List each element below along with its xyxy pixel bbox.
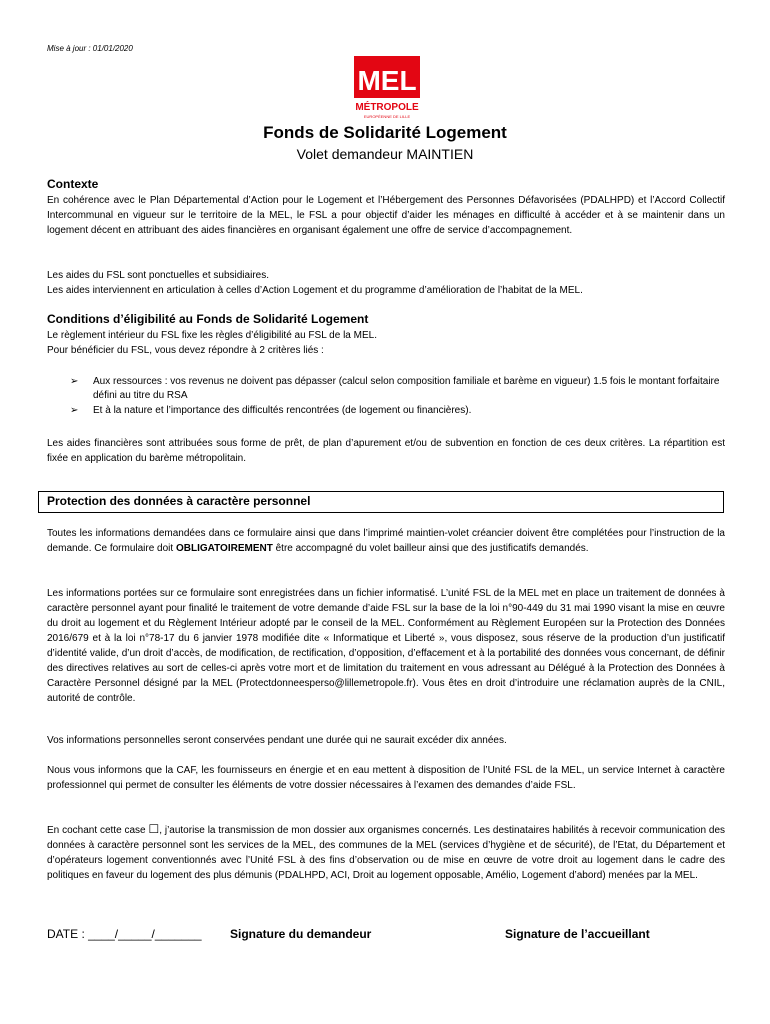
criteria-text: Et à la nature et l’importance des difficultés rencontrées (de logement ou financières). bbox=[93, 405, 472, 416]
page-title: Fonds de Solidarité Logement bbox=[263, 123, 507, 142]
protection-heading: Protection des données à caractère personnel bbox=[47, 494, 311, 508]
conditions-line-1: Le règlement intérieur du FSL fixe les règles d’éligibilité au FSL de la MEL. bbox=[47, 330, 377, 341]
logo-sub-text: MÉTROPOLE bbox=[355, 102, 419, 113]
protection-p1-text: Toutes les informations demandées dans ce formulaire ainsi que dans l’imprimé maintien-volet créancier doivent être complétées pour l’instruction de la demande. Ce formulaire doit bbox=[47, 528, 725, 554]
criteria-bullet-1 bbox=[70, 375, 725, 403]
page-subtitle: Volet demandeur MAINTIEN bbox=[296, 146, 474, 162]
protection-paragraph-1 bbox=[47, 526, 725, 556]
contexte-paragraph-2b: Les aides interviennent en articulation à celles d’Action Logement et du programme d’amélioration de l’habitat de la MEL. bbox=[47, 285, 583, 296]
protection-paragraph-3: Vos informations personnelles seront conservées pendant une durée qui ne saurait excéder dix années. bbox=[47, 735, 507, 746]
protection-heading-box bbox=[38, 491, 724, 513]
conditions-line-2: Pour bénéficier du FSL, vous devez répondre à 2 critères liés : bbox=[47, 345, 324, 356]
consent-text-start: En cochant cette case bbox=[47, 825, 149, 836]
criteria-bullet-2 bbox=[70, 404, 725, 418]
signature-demandeur-label: Signature du demandeur bbox=[230, 927, 372, 941]
protection-paragraph-5 bbox=[47, 822, 725, 883]
signature-accueillant-label: Signature de l’accueillant bbox=[505, 927, 650, 941]
contexte-heading: Contexte bbox=[47, 177, 99, 191]
arrow-bullet-icon: ➢ bbox=[70, 376, 79, 387]
criteria-text: Aux ressources : vos revenus ne doivent pas dépasser (calcul selon composition familiale et barème en vigueur) 1.5 fois le montant forfaitaire défini au titre du RSA bbox=[93, 376, 720, 401]
date-field[interactable]: DATE : ____/_____/_______ bbox=[47, 927, 202, 941]
consent-text: , j’autorise la transmission de mon dossier aux organismes concernés. Les destinataires habilités à recevoir communication des données à caractère personnel sont les services de la MEL, des communes de la MEL (services d’hygiène et de sécurité), de l’Etat, du Département et d’opérateurs logement conventionnés avec l’Unité FSL à des fins d’observation ou de mise en œuvre de votre droit au logement dans le cadre des politiques en faveur du logement des plus démunis (PDALHPD, ACI, Droit au logement opposable, Amélio, Logement d’abord) menées par la MEL. bbox=[47, 825, 726, 881]
conditions-paragraph-3: Les aides financières sont attribuées sous forme de prêt, de plan d’apurement et/ou de subvention en fonction de ces deux critères. La répartition est fixée en application du barème métropolitain. bbox=[47, 438, 725, 464]
contexte-paragraph-2a: Les aides du FSL sont ponctuelles et subsidiaires. bbox=[47, 270, 269, 281]
protection-paragraph-2: Les informations portées sur ce formulaire sont enregistrées dans un fichier informatisé. L’unité FSL de la MEL met en place un traitement de données à caractère personnel ayant pour finalité le traitement de votre demande d’aide FSL sur la base de la loi n°90-449 du 31 mai 1990 visant la mise en œuvre du droit au logement et du Règlement Intérieur adopté par le conseil de la MEL. Conformément au Règlement Européen sur la Protection des Données 2016/679 et à la loi n°78-17 du 6 janvier 1978 modifiée dite « Informatique et Liberté », vous disposez, sous réserve de la production d’un justificatif d’identité valide, d’un droit d’accès, de modification, de rectification, d’opposition, d’effacement et à la portabilité des données vous concernant, de définir des directives relatives au sort de celles-ci après votre mort et de limitation du traitement en vous adressant au Délégué à la Protection des Données à Caractère Personnel désigné par la MEL (Protectdonneesperso@lillemetropole.fr). Vous êtes en droit d’introduire une réclamation auprès de la CNIL, autorité de contrôle. bbox=[47, 588, 725, 704]
protection-p1-text-end: être accompagné du volet bailleur ainsi que des justificatifs demandés. bbox=[272, 543, 589, 554]
logo-main-text: MEL bbox=[357, 65, 417, 96]
logo-sub2-text: EUROPÉENNE DE LILLE bbox=[363, 114, 411, 119]
conditions-heading: Conditions d’éligibilité au Fonds de Solidarité Logement bbox=[47, 312, 369, 326]
obligatoirement-text: OBLIGATOIREMENT bbox=[175, 543, 273, 554]
mel-logo bbox=[354, 56, 420, 120]
arrow-bullet-icon: ➢ bbox=[70, 405, 79, 416]
update-date: Mise à jour : 01/01/2020 bbox=[47, 44, 133, 53]
protection-paragraph-4: Nous vous informons que la CAF, les fournisseurs en énergie et en eau mettent à disposition de l’Unité FSL de la MEL, un service Internet à caractère professionnel qui permet de consulter les éléments de votre dossier nécessaires à l’examen des demandes d’aide FSL. bbox=[47, 765, 725, 791]
contexte-paragraph-1: En cohérence avec le Plan Départemental d’Action pour le Logement et l’Hébergement des Personnes Défavorisées (PDALHPD) et l’Accord Collectif Intercommunal en vigueur sur le territoire de la MEL, le FSL a pour objectif d’aider les ménages en difficulté à accéder et à se maintenir dans un logement décent en attribuant des aides financières en organisant également une offre de service d’accompagnement. bbox=[47, 195, 725, 236]
consent-checkbox[interactable]: ☐ bbox=[148, 822, 160, 836]
